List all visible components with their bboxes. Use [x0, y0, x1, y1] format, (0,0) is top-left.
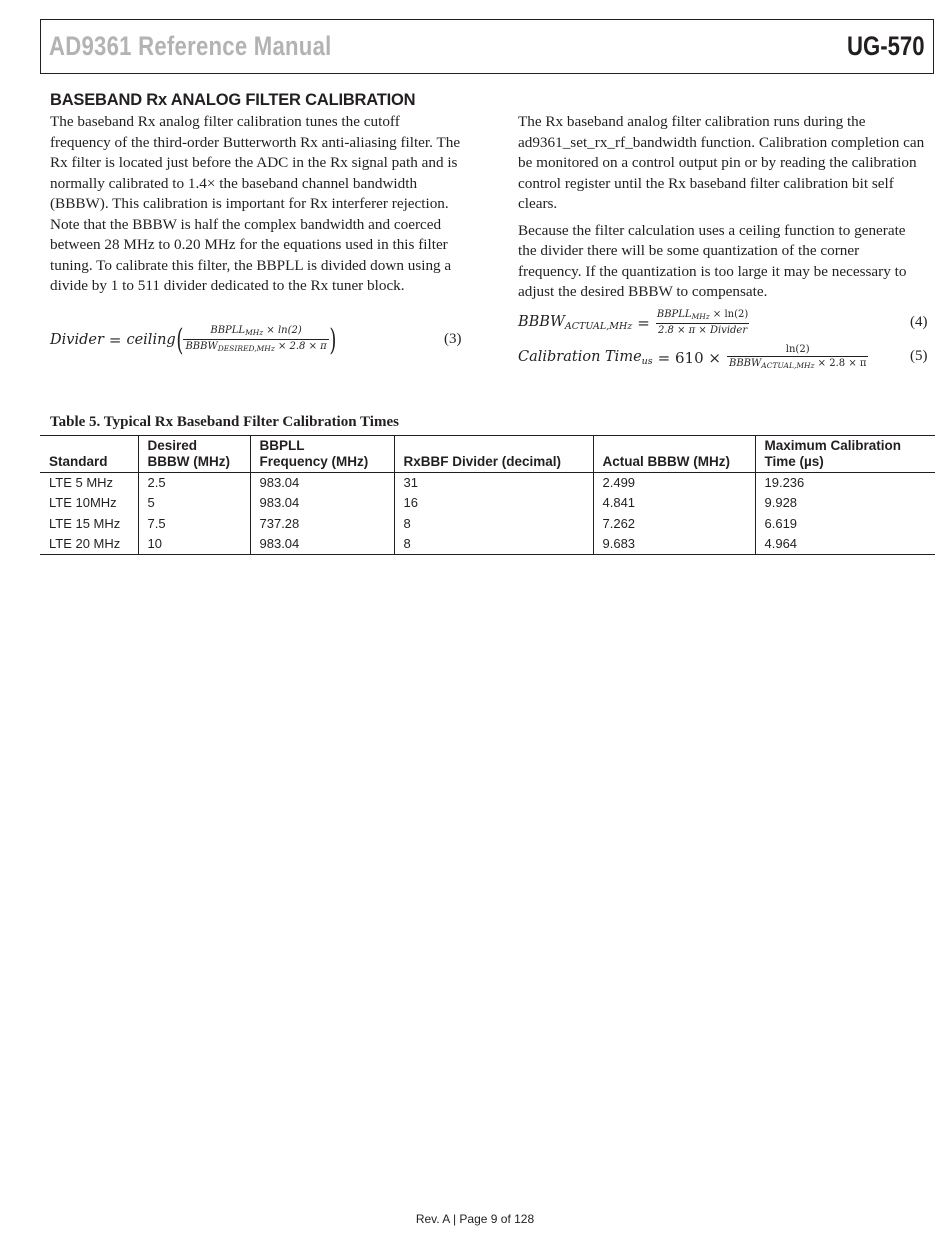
header-rxbbf-divider — [394, 436, 593, 473]
section-heading: BASEBAND Rx ANALOG FILTER CALIBRATION — [50, 91, 416, 109]
numerator-term: BBPLL — [656, 309, 692, 320]
equals-sign: = — [637, 314, 650, 332]
equation-number: (3) — [444, 331, 462, 347]
denominator: 2.8 × π × Divider — [658, 325, 748, 336]
left-column — [50, 112, 462, 297]
equation-lhs: Divider — [50, 332, 104, 348]
denominator — [183, 339, 328, 355]
denominator-subscript: ACTUAL,MHz — [761, 361, 815, 370]
equation-number: (4) — [910, 314, 928, 330]
fraction — [183, 325, 328, 355]
header-text: Standard — [49, 454, 108, 469]
table-cell: 19.236 — [755, 473, 935, 494]
numerator — [655, 309, 750, 323]
table-cell: 16 — [394, 493, 593, 513]
equals-sign: = — [108, 331, 122, 349]
table-cell: LTE 10MHz — [49, 495, 117, 511]
table-cell: 8 — [394, 534, 593, 555]
table-cell: 9.928 — [755, 493, 935, 513]
header-text: Time (µs) — [764, 454, 824, 469]
header-text: Frequency (MHz) — [259, 454, 369, 469]
table-row — [40, 514, 935, 534]
table-row — [40, 493, 935, 513]
denominator-rest: × 2.8 × π — [814, 358, 867, 369]
table-cell: 2.5 — [138, 473, 250, 494]
body-paragraph: Because the filter calculation uses a ceiling function to generate the divider there will be some quantization of the corner frequency. If the quantization is too large it may be necessary to adjust the desired BBBW to compensate. — [518, 221, 907, 300]
denominator-rest: × 2.8 × π — [274, 341, 327, 352]
header-bbpll-frequency — [250, 436, 394, 473]
table-row — [40, 473, 935, 494]
equation-3 — [50, 322, 336, 358]
header-text: Maximum Calibration — [764, 438, 902, 453]
right-paren: ) — [329, 322, 337, 358]
numerator-rest: × ln(2) — [709, 309, 749, 320]
equation-lhs — [518, 349, 653, 367]
document-id: UG-570 — [847, 31, 925, 61]
table-cell: 983.04 — [250, 534, 394, 555]
denominator-term: BBBW — [185, 341, 218, 352]
header-text: BBPLL — [259, 438, 305, 453]
fraction — [655, 309, 750, 337]
table-cell: 7.262 — [593, 514, 755, 534]
table-caption: Table 5. Typical Rx Baseband Filter Calibration Times — [50, 414, 399, 430]
lhs-term: Calibration Time — [518, 349, 642, 365]
fraction — [727, 344, 868, 372]
equation-5 — [518, 341, 868, 375]
header-text: RxBBF Divider (decimal) — [403, 454, 562, 469]
body-paragraph: The baseband Rx analog filter calibration tunes the cutoff frequency of the third-order Butterworth Rx anti-aliasing filter. The Rx filter is located just before the ADC in the Rx signal path and is normally calibrated to 1.4× the baseband channel bandwidth (BBBW). This calibration is important for Rx interferer rejection. Note that the BBBW is half the complex bandwidth and coerced between 28 MHz to 0.20 MHz for the equations used in this filter tuning. To calibrate this filter, the BBPLL is divided down using a divide by 1 to 511 divider dedicated to the Rx tuner block. — [50, 113, 461, 294]
header-desired-bbbw — [138, 436, 250, 473]
header-text: BBBW (MHz) — [147, 454, 230, 469]
table-cell: 10 — [138, 534, 250, 555]
table-cell: 2.499 — [593, 473, 755, 494]
numerator — [208, 325, 303, 339]
denominator-subscript: DESIRED,MHz — [217, 344, 275, 353]
lhs-subscript: ACTUAL,MHz — [564, 321, 633, 332]
lhs-term: BBBW — [518, 314, 565, 330]
equation-number: (5) — [910, 348, 928, 364]
header-max-calibration-time — [755, 436, 935, 473]
page-footer: Rev. A | Page 9 of 128 — [415, 1212, 535, 1226]
header-text: Actual BBBW (MHz) — [602, 454, 730, 469]
calibration-times-table — [40, 435, 935, 555]
numerator-rest: × ln(2) — [263, 325, 302, 336]
table-cell: 983.04 — [250, 473, 394, 494]
table-cell: LTE 5 MHz — [49, 475, 114, 490]
table-cell: LTE 20 MHz — [40, 534, 138, 555]
table-cell: 8 — [394, 514, 593, 534]
function-name: ceiling — [126, 332, 176, 348]
table-cell: 6.619 — [755, 514, 935, 534]
header-text: Desired — [147, 438, 198, 453]
page-header — [40, 19, 934, 74]
table-cell: 9.683 — [593, 534, 755, 555]
table-cell: 7.5 — [138, 514, 250, 534]
numerator-subscript: MHz — [245, 328, 264, 337]
table-cell: LTE 15 MHz — [49, 515, 121, 531]
equation-lhs — [518, 314, 632, 332]
table-row — [40, 534, 935, 555]
numerator-subscript: MHz — [691, 312, 710, 321]
header-actual-bbbw — [593, 436, 755, 473]
denominator — [727, 356, 868, 372]
numerator-term: BBPLL — [210, 325, 246, 336]
rhs-prefix: = 610 × — [657, 349, 721, 367]
table-cell: 31 — [394, 473, 593, 494]
right-column — [518, 112, 926, 303]
table-header-row — [40, 436, 935, 473]
header-standard — [40, 436, 138, 473]
table-cell: 983.04 — [250, 493, 394, 513]
left-paren: ( — [176, 322, 184, 358]
denominator-term: BBBW — [728, 358, 762, 369]
numerator: ln(2) — [785, 344, 810, 355]
table-cell: 4.841 — [593, 493, 755, 513]
table-cell: 4.964 — [755, 534, 935, 555]
equation-4 — [518, 307, 750, 339]
lhs-subscript: us — [641, 356, 653, 367]
table-cell: 737.28 — [250, 514, 394, 534]
table-cell: 5 — [138, 493, 250, 513]
document-title: AD9361 Reference Manual — [49, 31, 332, 61]
body-paragraph: The Rx baseband analog filter calibration runs during the ad9361_set_rx_rf_bandwidth function. Calibration completion can be monitored on a control output pin or by reading the calibration control register until the Rx baseband filter calibration bit self clears. — [518, 113, 925, 212]
